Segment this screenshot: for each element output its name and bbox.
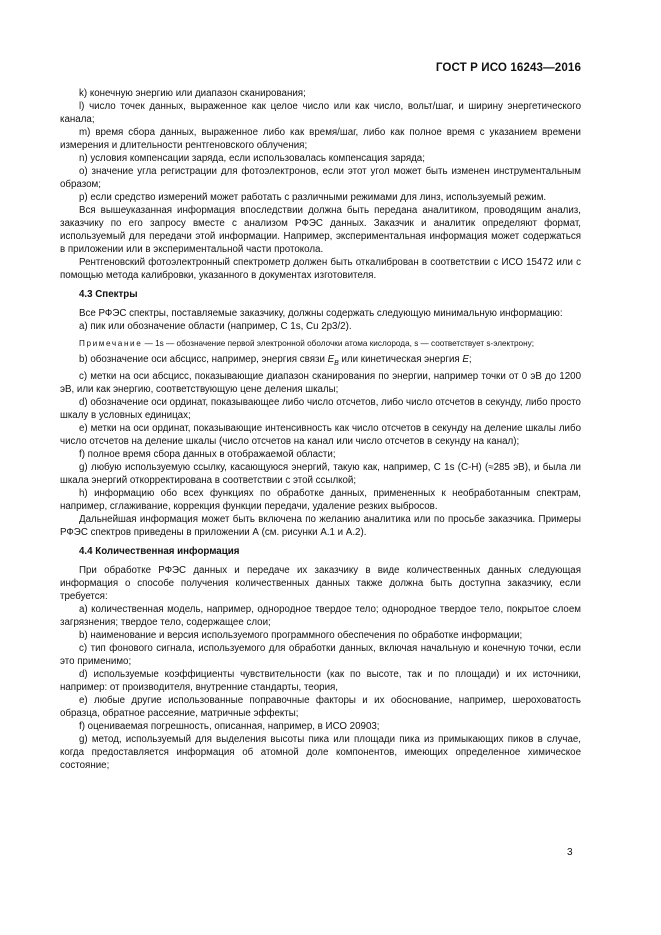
paragraph-information-transfer: Вся вышеуказанная информация впоследствии должна быть передана аналитиком, проводящим анализ, заказчику по его запросу вместе с анализом РФЭС данных. Заказчик и аналитик определяют формат, используемый для передачи этой информации. Например, экспериментальная информация может содержаться в приложении или в экспериментальной части протокола.	[60, 205, 581, 255]
list-item-n: n) условия компенсации заряда, если использовалась компенсация заряда;	[79, 153, 425, 164]
spectra-item-g: g) любую используемую ссылку, касающуюся энергий, такую как, например, C 1s (C-H) (≈285 эВ), и была ли шкала энергий откорректирована в соответствии с этой ссылкой;	[60, 461, 581, 486]
quantitative-intro: При обработке РФЭС данных и передаче их заказчику в виде количественных данных следующая информация о способе получения количественных данных также должна быть доступна заказчику, если требуется:	[60, 564, 581, 602]
energy-subscript: B	[334, 359, 339, 367]
spectra-closing: Дальнейшая информация может быть включена по желанию аналитика или по просьбе заказчика. Примеры РФЭС спектров приведены в приложении А (см. рисунки А.1 и А.2).	[60, 513, 581, 538]
quantitative-item-f: f) оцениваемая погрешность, описанная, например, в ИСО 20903;	[79, 720, 380, 732]
spectra-intro: Все РФЭС спектры, поставляемые заказчику, должны содержать следующую минимальную информацию:	[79, 308, 563, 319]
list-item-l: l) число точек данных, выраженное как целое число или как число, вольт/шаг, и ширину энергетического канала;	[60, 101, 581, 125]
item-b-text-start: b) обозначение оси абсцисс, например, энергия связи	[79, 354, 328, 365]
list-item-k: k) конечную энергию или диапазон сканирования;	[79, 88, 306, 99]
quantitative-item-a: a) количественная модель, например, однородное твердое тело; однородное твердое тело, покрытое слоем загрязнения; твердое тело, содержащее слои;	[60, 603, 581, 628]
note-text: — 1s — обозначение первой электронной оболочки атома кислорода, s — соответствует s-электрону;	[142, 339, 534, 348]
paragraph-calibration: Рентгеновский фотоэлектронный спектрометр должен быть откалиброван в соответствии с ИСО 15472 или с помощью метода калибровки, указанного в документах изготовителя.	[60, 257, 581, 281]
document-code: ГОСТ Р ИСО 16243—2016	[435, 61, 581, 74]
spectra-item-d: d) обозначение оси ординат, показывающее либо число отсчетов, либо число отсчетов в секунду, либо просто шкалу в условных единицах;	[60, 396, 581, 421]
item-b-text-mid: или кинетическая энергия	[338, 354, 463, 365]
item-b-text-end: ;	[468, 354, 472, 365]
quantitative-item-g: g) метод, используемый для выделения высоты пика или площади пика из примыкающих пиков в случае, когда предоставляется информация об атомной доле компонентов, имеющих определенное химическое состояние;	[60, 733, 581, 771]
spectra-item-e: e) метки на оси ординат, показывающие интенсивность как число отсчетов в секунду на деление шкалы либо число отсчетов на деление шкалы (число отсчетов на канал или число отсчетов в секунду на канал);	[60, 422, 581, 447]
note	[60, 338, 581, 350]
spectra-item-b	[60, 353, 581, 370]
energy-symbol-letter: E	[327, 354, 335, 365]
list-item-o: o) значение угла регистрации для фотоэлектронов, если этот угол может быть изменен инструментальным образом;	[60, 166, 581, 190]
list-item-m: m) время сбора данных, выраженное либо как время/шаг, либо как полное время с указанием времени измерения и длительности рентгеновского облучения;	[60, 127, 581, 151]
energy-symbol	[328, 354, 339, 365]
spectra-item-h: h) информацию обо всех функциях по обработке данных, примененных к необработанным спектрам, например, сглаживание, коррекция функции передачи, удаление резких выбросов.	[60, 487, 581, 512]
spectra-item-c: c) метки на оси абсцисс, показывающие диапазон сканирования по энергии, например точки от 0 эВ до 1200 эВ, или как энергию, соответствующую цене деления шкалы;	[60, 370, 581, 395]
quantitative-item-e: e) любые другие использованные поправочные факторы и их обоснование, например, шероховатость образца, обратное рассеяние, матричные эффекты;	[60, 694, 581, 719]
section-heading-spectra: 4.3 Спектры	[79, 289, 138, 300]
note-label: Примечание	[79, 339, 143, 348]
quantitative-item-d: d) используемые коэффициенты чувствительности (как по высоте, так и по площади) и их источники, например: от производителя, внутренние стандарты, теория,	[60, 668, 581, 693]
page-number: 3	[567, 847, 573, 858]
spectra-item-f: f) полное время сбора данных в отображаемой области;	[79, 448, 336, 460]
section-heading-quantitative: 4.4 Количественная информация	[79, 545, 240, 557]
quantitative-item-b: b) наименование и версия используемого программного обеспечения по обработке информации;	[79, 629, 523, 641]
list-item-p: p) если средство измерений может работать с различными режимами для линз, используемый режим.	[79, 192, 547, 203]
quantitative-item-c: c) тип фонового сигнала, используемого для обработки данных, включая начальную и конечную точки, если это применимо;	[60, 642, 581, 667]
document-body	[60, 87, 581, 772]
kinetic-energy-symbol: E	[462, 354, 469, 365]
spectra-item-a: a) пик или обозначение области (например, C 1s, Cu 2p3/2).	[79, 321, 352, 332]
